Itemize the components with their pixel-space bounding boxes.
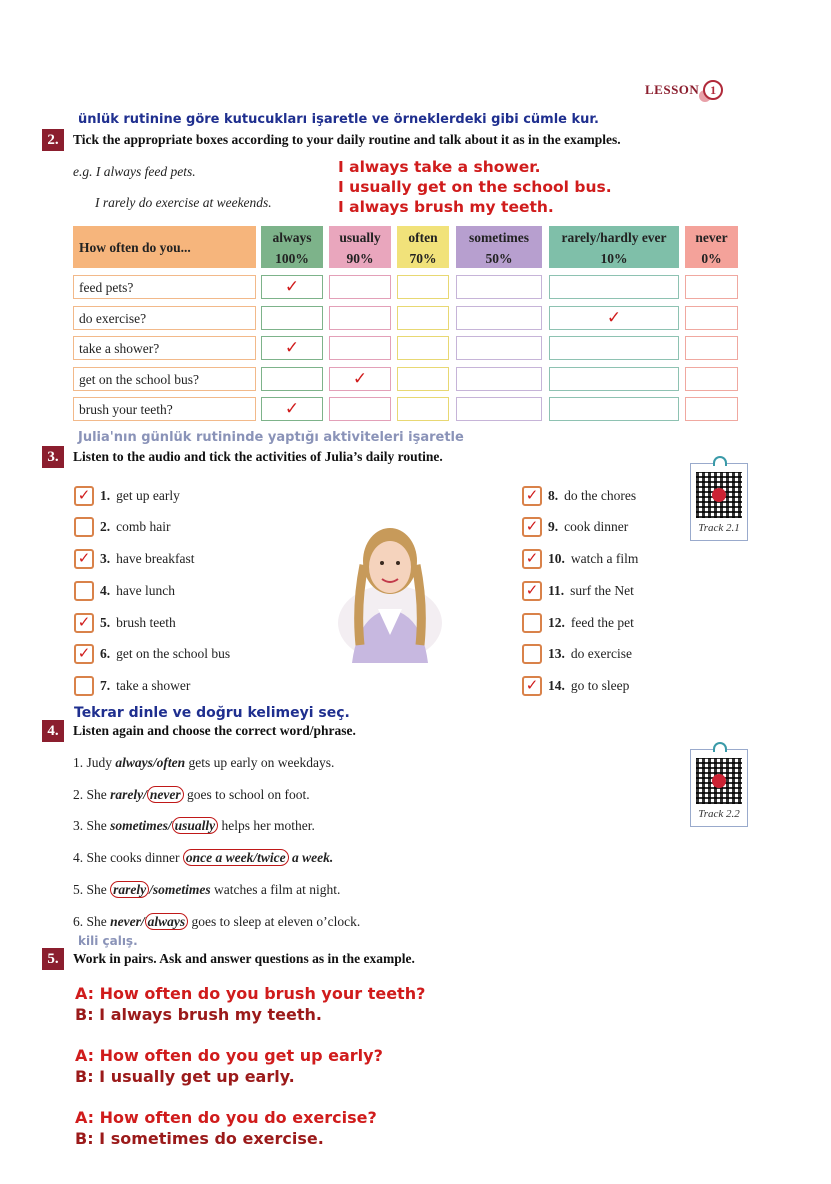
dialog-question: A: How often do you brush your teeth?	[75, 984, 426, 1003]
item-number: 12.	[548, 615, 565, 630]
col-word: sometimes	[469, 230, 529, 245]
dialog-answer: B: I usually get up early.	[75, 1067, 295, 1086]
tick-box[interactable]	[685, 397, 738, 421]
col-sometimes	[456, 226, 542, 268]
tick-box[interactable]	[397, 275, 449, 299]
list-item	[522, 676, 629, 696]
item-text: go to sleep	[570, 678, 630, 693]
checkbox[interactable]: ✓	[522, 486, 542, 506]
ex2-instruction: Tick the appropriate boxes according to your daily routine and talk about it as in the examples.	[73, 132, 621, 147]
item-number: 1.	[100, 488, 111, 503]
ex3-instruction: Listen to the audio and tick the activities of Julia’s daily routine.	[73, 449, 443, 464]
track-label: Track 2.2	[698, 808, 740, 820]
ex2-answer: I always take a shower.	[338, 158, 541, 176]
option-separator: /	[152, 755, 157, 770]
col-word: often	[408, 230, 438, 245]
ex2-answer: I usually get on the school bus.	[338, 178, 612, 196]
tick-box[interactable]	[685, 275, 738, 299]
col-rarely	[549, 226, 679, 268]
item-number: 6.	[100, 646, 111, 661]
col-word: always	[272, 230, 312, 245]
tick-box[interactable]	[685, 306, 738, 330]
qr-code-icon	[696, 758, 742, 804]
dialog-answer: B: I sometimes do exercise.	[75, 1129, 324, 1148]
ex3-number: 3.	[42, 446, 64, 468]
table-row-header: How often do you...	[73, 226, 256, 268]
lesson-label: LESSON	[645, 82, 700, 97]
ex4-turkish-instruction: Tekrar dinle ve doğru kelimeyi seç.	[74, 705, 350, 721]
option-circled[interactable]: always	[145, 913, 189, 930]
col-usually	[329, 226, 391, 268]
tick-box[interactable]	[329, 397, 391, 421]
list-item	[522, 613, 634, 633]
item-text: comb hair	[116, 519, 171, 534]
col-often	[397, 226, 449, 268]
list-item	[74, 517, 170, 537]
list-item	[74, 644, 230, 664]
list-item	[74, 549, 194, 569]
ex3-turkish-instruction: Julia'nın günlük rutininde yaptığı aktiviteleri işaretle	[78, 430, 464, 445]
sentence-text: goes to school on foot.	[183, 787, 310, 802]
headphones-icon	[713, 742, 727, 752]
item-text: get on the school bus	[116, 646, 231, 661]
checkbox[interactable]: ✓	[522, 581, 542, 601]
item-text: do exercise	[570, 646, 632, 661]
item-text: have breakfast	[116, 551, 195, 566]
sentence-6	[73, 914, 360, 930]
sentence-text: gets up early on weekdays.	[185, 755, 335, 770]
headphones-icon	[713, 456, 727, 466]
tick-box[interactable]: ✓	[329, 367, 391, 391]
qr-track-2-2[interactable]	[690, 749, 748, 827]
item-number: 7.	[100, 678, 111, 693]
ex2-answers	[338, 157, 612, 217]
sentence-text: 6. She	[73, 914, 111, 929]
item-text: watch a film	[570, 551, 639, 566]
col-pct: 50%	[485, 251, 513, 266]
list-item	[522, 517, 628, 537]
item-text: feed the pet	[570, 615, 634, 630]
dialog-3	[75, 1107, 377, 1149]
row-label: brush your teeth?	[73, 397, 256, 421]
checkbox[interactable]	[74, 676, 94, 696]
item-number: 4.	[100, 583, 111, 598]
sentence-4	[73, 850, 333, 866]
checkbox[interactable]: ✓	[522, 676, 542, 696]
checkbox[interactable]: ✓	[522, 517, 542, 537]
checkbox[interactable]	[74, 581, 94, 601]
row-label: take a shower?	[73, 336, 256, 360]
ex2-example-2: I rarely do exercise at weekends.	[95, 195, 272, 210]
sentence-text: watches a film at night.	[210, 882, 341, 897]
sentence-5	[73, 882, 340, 898]
option-separator: /	[143, 787, 147, 802]
sentence-2	[73, 787, 310, 803]
col-pct: 70%	[409, 251, 437, 266]
item-number: 13.	[548, 646, 565, 661]
qr-code-icon	[696, 472, 742, 518]
tick-box[interactable]	[456, 306, 542, 330]
col-word: usually	[339, 230, 381, 245]
option-separator: /	[167, 818, 172, 833]
sentence-text: 3. She	[73, 818, 111, 833]
tick-box[interactable]	[549, 336, 679, 360]
option[interactable]: rarely	[110, 787, 144, 802]
tick-box[interactable]	[549, 367, 679, 391]
row-label: feed pets?	[73, 275, 256, 299]
col-pct: 10%	[600, 251, 628, 266]
checkbox[interactable]: ✓	[74, 644, 94, 664]
dialog-question: A: How often do you do exercise?	[75, 1108, 377, 1127]
item-number: 8.	[548, 488, 559, 503]
option-circled[interactable]: usually	[172, 817, 219, 834]
item-number: 5.	[100, 615, 111, 630]
col-never	[685, 226, 738, 268]
row-label: do exercise?	[73, 306, 256, 330]
list-item	[74, 581, 175, 601]
row-label: get on the school bus?	[73, 367, 256, 391]
lesson-number-badge: 1	[703, 80, 723, 100]
tick-box[interactable]	[329, 275, 391, 299]
list-item	[74, 613, 176, 633]
checkbox[interactable]	[522, 613, 542, 633]
tick-box[interactable]: ✓	[549, 306, 679, 330]
ex2-answer: I always brush my teeth.	[338, 198, 554, 216]
option-circled[interactable]: rarely	[110, 881, 149, 898]
ex4-number: 4.	[42, 720, 64, 742]
tick-box[interactable]	[397, 306, 449, 330]
sentence-text: 4. She cooks dinner	[73, 850, 183, 865]
girl-illustration	[330, 505, 450, 665]
tick-box[interactable]	[549, 397, 679, 421]
option-circled[interactable]: never	[147, 786, 184, 803]
track-label: Track 2.1	[698, 522, 740, 534]
sentence-text: a week.	[288, 850, 334, 865]
list-item	[74, 486, 180, 506]
tick-box[interactable]	[456, 336, 542, 360]
tick-box[interactable]	[456, 367, 542, 391]
ex4-instruction: Listen again and choose the correct word/phrase.	[73, 723, 356, 738]
frequency-table	[73, 226, 738, 426]
qr-track-2-1[interactable]	[690, 463, 748, 541]
option[interactable]: never	[110, 914, 141, 929]
col-pct: 100%	[275, 251, 309, 266]
tick-box[interactable]	[329, 336, 391, 360]
dialog-question: A: How often do you get up early?	[75, 1046, 383, 1065]
ex5-turkish-instruction: kili çalış.	[78, 934, 138, 948]
item-number: 14.	[548, 678, 565, 693]
sentence-3	[73, 818, 315, 834]
checkbox[interactable]: ✓	[74, 486, 94, 506]
dialog-1	[75, 983, 425, 1025]
sentence-text: goes to sleep at eleven o’clock.	[188, 914, 361, 929]
item-text: do the chores	[564, 488, 637, 503]
col-pct: 0%	[701, 251, 722, 266]
list-item	[522, 644, 632, 664]
option[interactable]: sometimes	[110, 818, 168, 833]
list-item	[522, 581, 634, 601]
tick-box[interactable]	[397, 397, 449, 421]
sentence-1	[73, 755, 334, 771]
dialog-answer: B: I always brush my teeth.	[75, 1005, 322, 1024]
tick-box[interactable]	[261, 367, 323, 391]
checkbox[interactable]: ✓	[74, 549, 94, 569]
item-text: get up early	[116, 488, 180, 503]
option-circled[interactable]: once a week/twice	[183, 849, 289, 866]
tick-box[interactable]	[261, 306, 323, 330]
col-word: never	[695, 230, 728, 245]
ex5-instruction: Work in pairs. Ask and answer questions as in the example.	[73, 951, 415, 966]
tick-box[interactable]	[685, 336, 738, 360]
dialog-2	[75, 1045, 383, 1087]
list-item	[522, 549, 638, 569]
ex2-example-1: e.g. I always feed pets.	[73, 164, 196, 179]
sentence-text: helps her mother.	[218, 818, 315, 833]
item-number: 2.	[100, 519, 111, 534]
col-always	[261, 226, 323, 268]
item-text: cook dinner	[564, 519, 629, 534]
option-separator: /	[149, 882, 153, 897]
option-circled[interactable]: always	[115, 755, 153, 770]
item-text: take a shower	[116, 678, 191, 693]
checkbox[interactable]: ✓	[74, 613, 94, 633]
item-number: 3.	[100, 551, 111, 566]
tick-box[interactable]: ✓	[261, 336, 323, 360]
ex2-turkish-instruction: ünlük rutinine göre kutucukları işaretle ve örneklerdeki gibi cümle kur.	[78, 112, 599, 127]
tick-box[interactable]	[456, 397, 542, 421]
tick-box[interactable]: ✓	[261, 275, 323, 299]
ex5-number: 5.	[42, 948, 64, 970]
sentence-text: 5. She	[73, 882, 111, 897]
item-text: brush teeth	[116, 615, 176, 630]
col-pct: 90%	[346, 251, 374, 266]
col-word: rarely/hardly ever	[561, 230, 667, 245]
sentence-text: 2. She	[73, 787, 111, 802]
tick-box[interactable]	[685, 367, 738, 391]
checkbox[interactable]	[522, 644, 542, 664]
option[interactable]: sometimes	[152, 882, 211, 897]
list-item	[522, 486, 636, 506]
item-number: 9.	[548, 519, 559, 534]
tick-box[interactable]	[456, 275, 542, 299]
item-number: 10.	[548, 551, 565, 566]
option-separator: /	[140, 914, 145, 929]
checkbox[interactable]	[74, 517, 94, 537]
tick-box[interactable]	[329, 306, 391, 330]
tick-box[interactable]	[397, 367, 449, 391]
item-text: have lunch	[116, 583, 175, 598]
list-item	[74, 676, 190, 696]
tick-box[interactable]	[549, 275, 679, 299]
option[interactable]: often	[156, 755, 186, 770]
item-text: surf the Net	[570, 583, 634, 598]
sentence-text: 1. Judy	[73, 755, 116, 770]
tick-box[interactable]	[397, 336, 449, 360]
lesson-header	[645, 80, 723, 100]
checkbox[interactable]: ✓	[522, 549, 542, 569]
ex2-number: 2.	[42, 129, 64, 151]
tick-box[interactable]: ✓	[261, 397, 323, 421]
item-number: 11.	[548, 583, 565, 598]
